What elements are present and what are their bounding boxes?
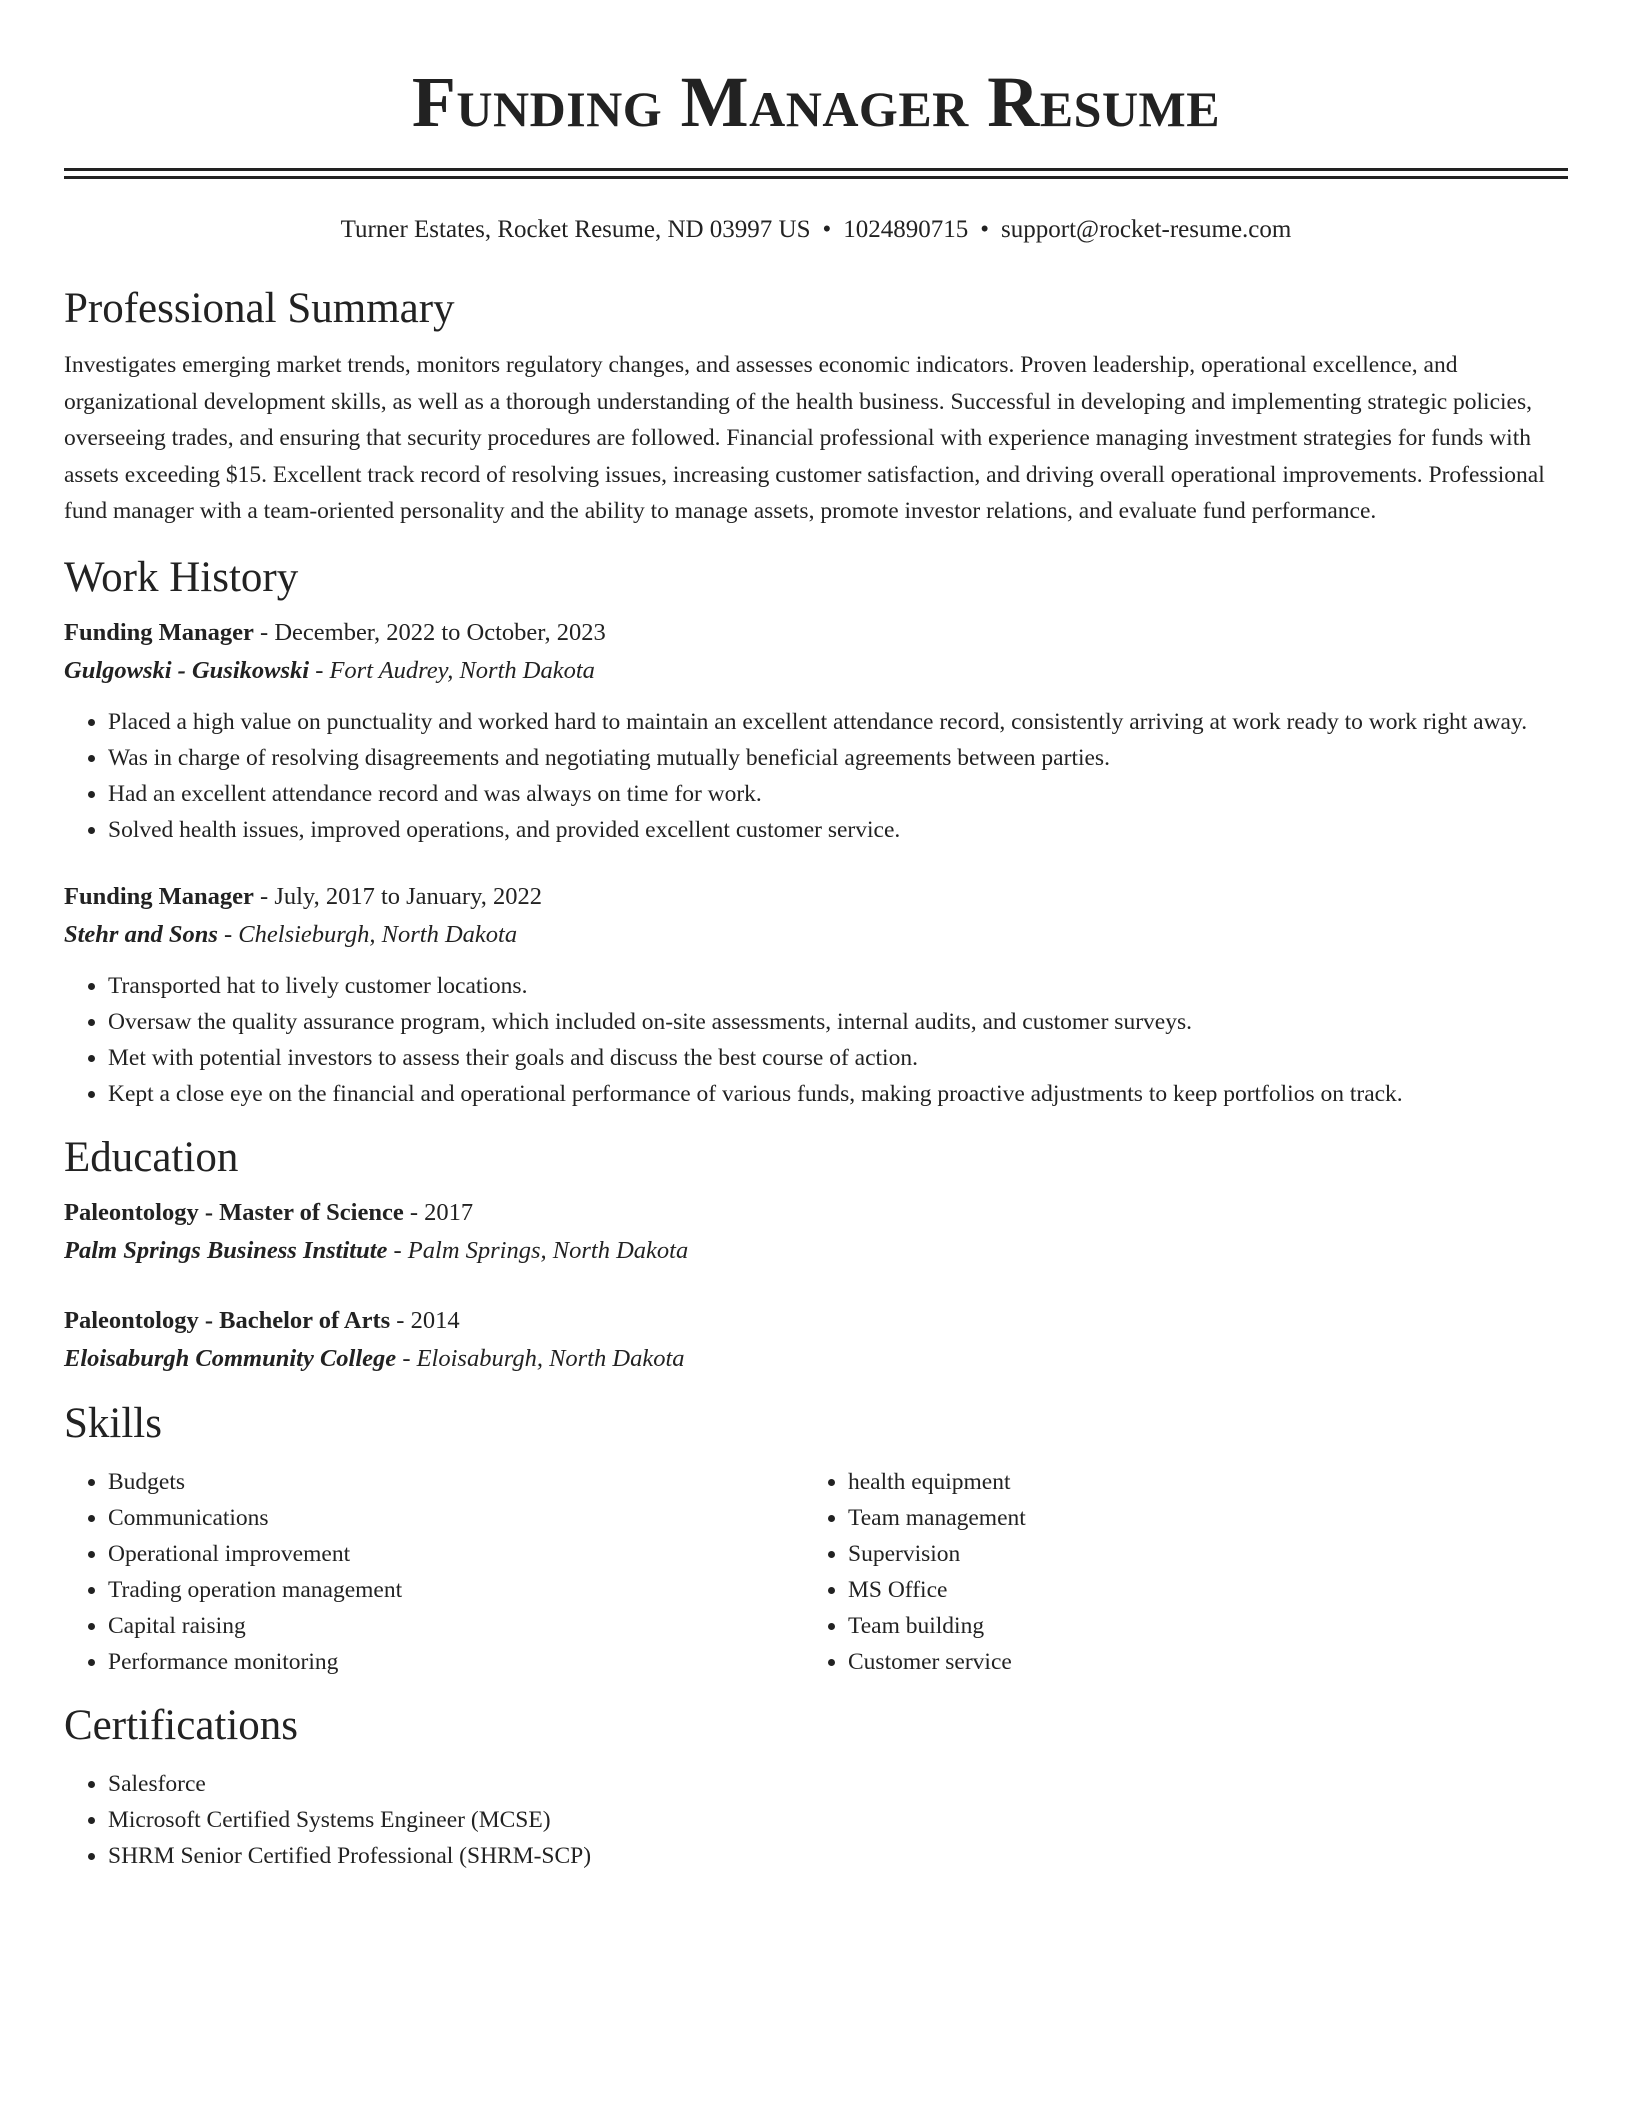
- education-year: - 2014: [390, 1306, 460, 1334]
- job-dates: - July, 2017 to January, 2022: [253, 882, 542, 910]
- job-location: - Chelsieburgh, North Dakota: [217, 920, 518, 948]
- job-title: Funding Manager: [64, 882, 254, 910]
- job-location: - Fort Audrey, North Dakota: [309, 656, 595, 684]
- list-item: • Transported hat to lively customer locations.: [108, 968, 1568, 1004]
- section-heading-work: Work History: [64, 553, 299, 601]
- list-item: • Met with potential investors to assess their goals and discuss the best course of action.: [108, 1040, 1568, 1076]
- contact-line: [64, 215, 1568, 245]
- contact-phone: 1024890715: [843, 216, 969, 243]
- education-school: Palm Springs Business Institute: [64, 1236, 388, 1264]
- list-item: • Solved health issues, improved operations, and provided excellent customer service.: [108, 812, 1568, 848]
- list-item: • Had an excellent attendance record and was always on time for work.: [108, 776, 1568, 812]
- list-item: • Salesforce: [108, 1766, 1568, 1802]
- title-rule-bottom: [64, 176, 1568, 179]
- section-heading-summary: Professional Summary: [64, 285, 455, 332]
- job-title: Funding Manager: [64, 618, 254, 646]
- list-item: • Customer service: [848, 1644, 1544, 1680]
- job-company-line: [64, 652, 1568, 690]
- education-degree: Paleontology - Bachelor of Arts: [64, 1306, 391, 1334]
- list-item: • Microsoft Certified Systems Engineer (MCSE): [108, 1802, 1568, 1838]
- job-entry: [64, 614, 1568, 848]
- job-bullets: [64, 968, 1568, 1112]
- section-heading-certifications: Certifications: [64, 1701, 299, 1749]
- list-item: • health equipment: [848, 1464, 1544, 1500]
- contact-separator: •: [980, 216, 990, 243]
- education-entry: [64, 1302, 1568, 1378]
- job-bullets: [64, 704, 1568, 848]
- education-header: [64, 1194, 1568, 1232]
- list-item: • Supervision: [848, 1536, 1544, 1572]
- job-company: Stehr and Sons: [64, 920, 218, 948]
- education-location: - Palm Springs, North Dakota: [387, 1236, 689, 1264]
- education-header: [64, 1302, 1568, 1340]
- education-entry: [64, 1194, 1568, 1270]
- list-item: • MS Office: [848, 1572, 1544, 1608]
- job-company: Gulgowski - Gusikowski: [64, 656, 310, 684]
- education-school: Eloisaburgh Community College: [64, 1344, 397, 1372]
- list-item: • Capital raising: [108, 1608, 804, 1644]
- list-item: • Team management: [848, 1500, 1544, 1536]
- education-location: - Eloisaburgh, North Dakota: [396, 1344, 685, 1372]
- title-rule-top: [64, 168, 1568, 171]
- job-dates: - December, 2022 to October, 2023: [253, 618, 606, 646]
- job-header: [64, 878, 1568, 916]
- section-heading-skills: Skills: [64, 1399, 162, 1447]
- job-company-line: [64, 916, 1568, 954]
- list-item: • Communications: [108, 1500, 804, 1536]
- list-item: • Trading operation management: [108, 1572, 804, 1608]
- job-header: [64, 614, 1568, 652]
- certifications-list: [64, 1766, 1568, 1874]
- contact-separator: •: [822, 216, 832, 243]
- list-item: • Budgets: [108, 1464, 804, 1500]
- list-item: • Was in charge of resolving disagreements and negotiating mutually beneficial agreements between parties.: [108, 740, 1568, 776]
- list-item: • Kept a close eye on the financial and operational performance of various funds, making proactive adjustments to keep portfolios on track.: [108, 1076, 1568, 1112]
- list-item: • Operational improvement: [108, 1536, 804, 1572]
- contact-email: support@rocket-resume.com: [1001, 216, 1292, 243]
- skills-column-right: [804, 1464, 1544, 1680]
- list-item: • SHRM Senior Certified Professional (SHRM-SCP): [108, 1838, 1568, 1874]
- skills-column-left: [64, 1464, 804, 1680]
- summary-text: Investigates emerging market trends, monitors regulatory changes, and assesses economic indicators. Proven leadership, operational excellence, and organizational development skills, as well as a thorough understanding of the health business. Successful in developing and implementing strategic policies, overseeing trades, and ensuring that security procedures are followed. Financial professional with experience managing investment strategies for funds with assets exceeding $15. Excellent track record of resolving issues, increasing customer satisfaction, and driving overall operational improvements. Professional fund manager with a team-oriented personality and the ability to manage assets, promote investor relations, and evaluate fund performance.: [64, 352, 1545, 525]
- education-school-line: [64, 1340, 1568, 1378]
- education-year: - 2017: [403, 1198, 474, 1226]
- list-item: • Performance monitoring: [108, 1644, 804, 1680]
- job-entry: [64, 878, 1568, 1112]
- education-school-line: [64, 1232, 1568, 1270]
- contact-address: Turner Estates, Rocket Resume, ND 03997 US: [340, 216, 811, 243]
- list-item: • Oversaw the quality assurance program, which included on-site assessments, internal audits, and customer surveys.: [108, 1004, 1568, 1040]
- list-item: • Placed a high value on punctuality and worked hard to maintain an excellent attendance record, consistently arriving at work ready to work right away.: [108, 704, 1568, 740]
- skills-grid: [64, 1464, 1568, 1680]
- list-item: • Team building: [848, 1608, 1544, 1644]
- resume-title: Funding Manager Resume: [411, 62, 1221, 142]
- education-degree: Paleontology - Master of Science: [64, 1198, 404, 1226]
- section-heading-education: Education: [64, 1133, 239, 1181]
